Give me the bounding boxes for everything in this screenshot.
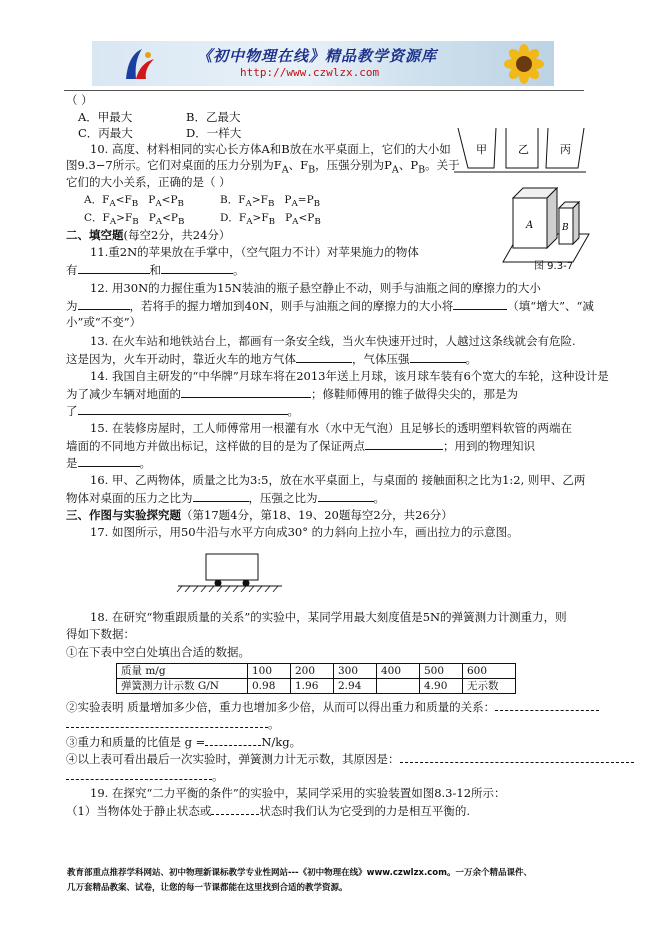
q16-line1: 16. 甲、乙两物体，质量之比为3:5，放在水平桌面上，与桌面的 接触面积之比为1:2, 则甲、乙两	[90, 473, 586, 487]
q15-text-b: ；用到的物理知识	[443, 439, 535, 453]
q15-text-a: 墙面的不同地方并做出标记，这样做的目的是为了保证两点	[66, 439, 365, 453]
data-table	[116, 663, 516, 694]
q13-text-c: 。	[465, 352, 477, 366]
q12-blank-2[interactable]	[453, 298, 507, 310]
q19-text-b: 状态时我们认为它受到的力是相互平衡的.	[259, 804, 470, 818]
q10-option-b: B．$F_A>F_B$ $P_A=P_B$	[220, 194, 321, 210]
q10-line2: 图9.3−7所示。它们对桌面的压力分别为$F_A$、$F_B$，压强分别为$P_A$、$P_B$。关于	[66, 158, 460, 176]
q16-blank-1[interactable]	[193, 490, 249, 502]
q18-line2: 得如下数据：	[66, 627, 135, 641]
q10-line1: 10. 高度、材料相同的实心长方体A和B放在水平桌面上，它们的大小如	[90, 142, 451, 156]
section3-heading	[66, 508, 453, 523]
header-banner	[92, 41, 554, 86]
q10-option-b-label: B．F	[220, 194, 246, 206]
q16-text-a: 物体对桌面的压力之比为	[66, 491, 193, 505]
q10-line3: 它们的大小关系，正确的是（ ）	[66, 175, 231, 189]
table-cell: 100	[248, 664, 291, 679]
table-cell: 500	[420, 664, 463, 679]
q12-line1: 12. 用30N的力握住重为15N装油的瓶子悬空静止不动，则手与油瓶之间的摩擦力的大小	[90, 281, 541, 295]
q19-line1: 19. 在探究“二力平衡的条件”的实验中，某同学采用的实验装置如图8.3-12所示：	[90, 786, 506, 800]
banner-url[interactable]: http://www.czwlzx.com	[240, 66, 380, 79]
q14-text-b: ；修鞋师傅用的锥子做得尖尖的，那是为	[311, 387, 518, 401]
q15-text-c: 是	[66, 456, 78, 470]
table-cell: 质量 m/g	[117, 664, 248, 679]
q11-blank-1[interactable]	[78, 262, 150, 274]
table-cell: 弹簧测力计示数 G/N	[117, 679, 248, 694]
q14-text-c: 了	[66, 404, 78, 418]
q18-blank-4a[interactable]	[400, 751, 634, 763]
q15-text-d: 。	[139, 456, 151, 470]
q18-step3-unit: N/kg。	[261, 735, 302, 749]
container-label-bing: 丙	[560, 143, 571, 156]
q18-step2	[66, 699, 599, 715]
q18-blank-4b[interactable]	[66, 768, 212, 780]
q14-text-a: 为了减少车辆对地面的	[66, 387, 181, 401]
banner-title: 《初中物理在线》精品教学资源库	[197, 47, 438, 65]
q18-step3	[66, 734, 301, 750]
q12-line2	[66, 298, 594, 314]
q14-blank-2[interactable]	[78, 403, 288, 415]
q18-blank-2a[interactable]	[495, 699, 599, 711]
container-figure	[454, 128, 586, 176]
q18-step4-end: 。	[212, 769, 224, 783]
table-row	[117, 664, 516, 679]
q16-blank-2[interactable]	[318, 490, 374, 502]
q10-option-d: D．$F_A>F_B$ $P_A<P_B$	[220, 212, 321, 228]
q16-text-b: ，压强之比为	[248, 491, 318, 505]
q12-text-c: （填“增大”、“减	[507, 299, 594, 313]
block-label-a: A	[526, 220, 534, 231]
q18-step2-text: ②实验表明 质量增加多少倍，重力也增加多少倍，从而可以得出重力和质量的关系：	[66, 700, 496, 714]
q14-line2	[66, 386, 518, 402]
table-cell: 2.94	[334, 679, 377, 694]
footer-line1: 教育部重点推荐学科网站、初中物理新课标教学专业性网站---《初中物理在线》www.czwlzx.com。一万余个精品课件、	[67, 868, 532, 878]
q13-text-a: 这是因为，火车开动时，靠近火车的地方气体	[66, 352, 296, 366]
q12-text-a: 为	[66, 299, 78, 313]
q10-option-d-label: D．F	[220, 212, 247, 224]
footer-line2: 几万套精品教案、试卷，让您的每一节课都能在这里找到合适的教学资源。	[67, 883, 348, 893]
figure-caption: 图 9.3-7	[534, 261, 574, 272]
table-cell: 300	[334, 664, 377, 679]
q18-step1: ①在下表中空白处填出合适的数据。	[66, 645, 250, 659]
section2-title: 二、填空题	[66, 228, 124, 242]
q11-blank-2[interactable]	[161, 262, 233, 274]
q15-blank-2[interactable]	[78, 455, 140, 467]
q15-blank-1[interactable]	[365, 438, 443, 450]
container-label-jia: 甲	[476, 143, 487, 156]
q10-line2-text-e: 。关于	[425, 158, 460, 172]
q19-blank-1[interactable]	[211, 803, 259, 815]
q14-line3	[66, 403, 299, 419]
table-row	[117, 679, 516, 694]
section3-note: （第17题4分，第18、19、20题每空2分，共26分）	[181, 508, 453, 522]
q10-option-a: A．$F_A<F_B$ $P_A<P_B$	[84, 194, 184, 210]
q15-line3	[66, 455, 151, 471]
q13-text-b: ，气体压强	[352, 352, 410, 366]
q18-step4	[66, 751, 634, 767]
q13-blank-1[interactable]	[296, 351, 352, 363]
q18-step4-text: ④以上表可看出最后一次实验时，弹簧测力计无示数，其原因是：	[66, 752, 400, 766]
q11-text-b: 和	[149, 263, 161, 277]
table-cell: 无示数	[463, 679, 516, 694]
q16-line2	[66, 490, 385, 506]
table-cell: 200	[291, 664, 334, 679]
q18-line1: 18. 在研究“物重跟质量的关系”的实验中，某同学用最大刻度值是5N的弹簧测力计测重力，则	[90, 610, 567, 624]
q14-blank-1[interactable]	[181, 386, 311, 398]
q18-blank-2b[interactable]	[66, 716, 268, 728]
q11-text-c: 。	[233, 263, 245, 277]
q18-step4-cont	[66, 768, 224, 784]
block-label-b: B	[562, 223, 569, 233]
q18-step2-end: 。	[268, 717, 280, 731]
q13-blank-2[interactable]	[410, 351, 466, 363]
q10-line2-text-b: 、F	[288, 158, 309, 172]
q18-step3-text: ③重力和质量的比值是 g =	[66, 735, 206, 749]
q14-text-d: 。	[287, 404, 299, 418]
q16-text-c: 。	[373, 491, 385, 505]
header-rule	[64, 90, 584, 91]
q12-blank-1[interactable]	[78, 298, 130, 310]
container-label-yi: 乙	[518, 143, 529, 156]
q19-line2	[66, 803, 470, 819]
q9-option-d: D．一样大	[186, 126, 242, 140]
section3-title: 三、作图与实验探究题	[66, 508, 181, 522]
q15-line1: 15. 在装修房屋时，工人师傅常用一根灌有水（水中无气泡）且足够长的透明塑料软管的两端在	[90, 421, 572, 435]
q11-text-a: 有	[66, 263, 78, 277]
q11-line1: 11.重2N的苹果放在手掌中，（空气阻力不计）对苹果施力的物体	[90, 245, 419, 259]
q9-option-c: C．丙最大	[78, 126, 133, 140]
cart-figure	[176, 550, 284, 595]
q10-option-c-label: C．F	[84, 212, 110, 224]
q14-line1: 14. 我国自主研发的“中华牌”月球车将在2013年送上月球，该月球车装有6个宽大的车轮，这种设计是	[90, 369, 609, 383]
q10-line2-text: 图9.3−7所示。它们对桌面的压力分别为F	[66, 158, 282, 172]
q9-option-a: A．甲最大	[78, 110, 133, 124]
page-footer	[67, 866, 532, 896]
q15-line2	[66, 438, 535, 454]
table-cell: 600	[463, 664, 516, 679]
table-cell: 4.90	[420, 679, 463, 694]
section2-heading	[66, 228, 230, 243]
q12-text-b: ，若将手的握力增加到40N，则手与油瓶之间的摩擦力的大小将	[129, 299, 454, 313]
table-cell-blank[interactable]	[377, 679, 420, 694]
site-logo-icon	[122, 45, 158, 83]
q9-paren: （ ）	[66, 93, 93, 107]
table-cell: 0.98	[248, 679, 291, 694]
table-cell: 400	[377, 664, 420, 679]
q18-step2-cont	[66, 716, 280, 732]
q13-line2	[66, 351, 477, 367]
q17-line1: 17. 如图所示，用50牛沿与水平方向成30° 的力斜向上拉小车，画出拉力的示意图。	[90, 525, 519, 539]
q11-line2	[66, 262, 245, 278]
q10-line2-text-c: ，压强分别为P	[315, 158, 392, 172]
q13-line1: 13. 在火车站和地铁站台上，都画有一条安全线，当火车快速开过时，人越过这条线就会有危险.	[90, 334, 576, 348]
table-cell: 1.96	[291, 679, 334, 694]
section2-note: (每空2分，共24分）	[123, 228, 231, 242]
q10-option-a-label: A．F	[84, 194, 110, 206]
q10-option-c: C．$F_A>F_B$ $P_A<P_B$	[84, 212, 185, 228]
q10-line2-text-d: 、P	[398, 158, 419, 172]
sunflower-icon	[500, 43, 548, 85]
q19-text-a: （1）当物体处于静止状态或	[66, 804, 212, 818]
q9-option-b: B．乙最大	[186, 110, 241, 124]
q18-blank-3[interactable]	[205, 734, 261, 746]
q12-line3: 小”或“不变”）	[66, 315, 142, 329]
